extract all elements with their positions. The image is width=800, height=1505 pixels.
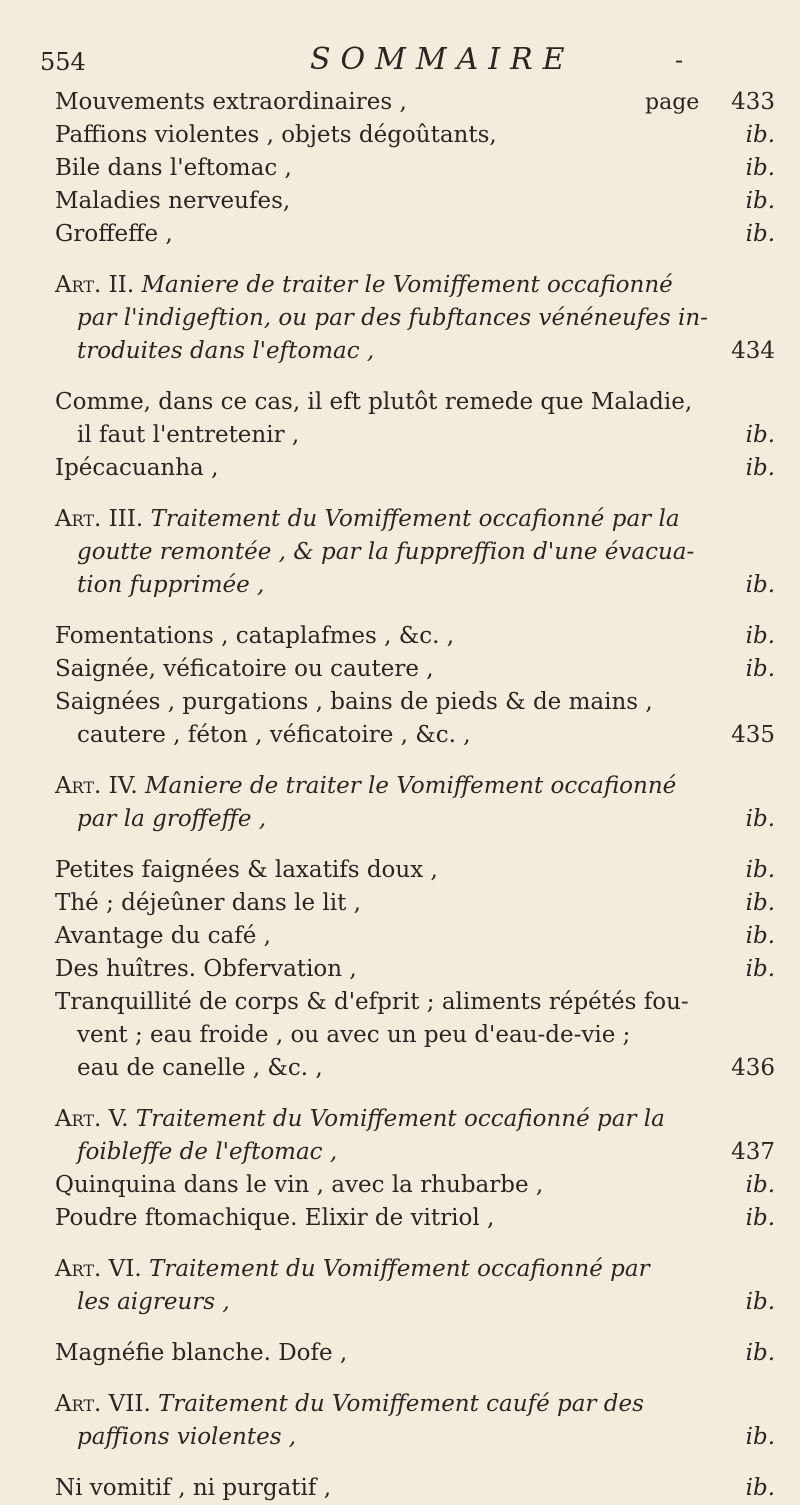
page-reference: ib.	[745, 923, 775, 949]
page-reference: ib.	[745, 656, 775, 682]
entry-text: Fomentations , cataplafmes , &c. ,	[55, 623, 455, 649]
page-reference: ib.	[745, 1340, 775, 1366]
page-number: 554	[40, 48, 86, 76]
article-number: Art. III.	[55, 506, 151, 532]
toc-entry	[55, 887, 775, 920]
entry-text: Groffeffe ,	[55, 221, 173, 247]
page-reference: ib.	[745, 623, 775, 649]
page-header	[40, 42, 740, 82]
page-reference: ib.	[745, 155, 775, 181]
toc-entry	[55, 719, 775, 752]
entry-text	[77, 1136, 337, 1169]
toc-entry	[55, 1202, 775, 1235]
entry-text	[77, 1421, 296, 1454]
entry-text: Magnéfie blanche. Dofe ,	[55, 1340, 348, 1366]
entry-text: Petites faignées & laxatifs doux ,	[55, 857, 438, 883]
entry-text: vent ; eau froide , ou avec un peu d'eau-de-vie ;	[77, 1022, 631, 1048]
toc-entry	[55, 1472, 775, 1505]
article-title: Traitement du Vomiffement occafionné par	[149, 1256, 650, 1282]
entry-text	[77, 536, 694, 569]
toc-entry	[55, 152, 775, 185]
entry-text	[55, 1103, 665, 1136]
entry-text: Quinquina dans le vin , avec la rhubarbe ,	[55, 1172, 544, 1198]
toc-entry	[55, 335, 775, 368]
toc-entry	[55, 1052, 775, 1085]
page-reference: ib.	[745, 890, 775, 916]
page-reference: ib.	[745, 455, 775, 481]
page-reference: 437	[731, 1139, 775, 1165]
entry-text: Ni vomitif , ni purgatif ,	[55, 1475, 332, 1501]
spacer	[55, 1235, 775, 1253]
toc-entry	[55, 569, 775, 602]
page-reference: ib.	[745, 956, 775, 982]
article-title-continued: goutte remontée , & par la fuppreffion d'une évacua-	[77, 539, 695, 565]
header-dash: -	[675, 46, 684, 74]
toc-entry	[55, 536, 775, 569]
entry-text	[77, 302, 708, 335]
entry-text: eau de canelle , &c. ,	[77, 1055, 323, 1081]
article-title: Traitement du Vomiffement caufé par des	[158, 1391, 644, 1417]
toc-entry	[55, 986, 775, 1019]
page-reference: ib.	[745, 806, 775, 832]
page-reference: ib.	[745, 221, 775, 247]
entry-text: Poudre ftomachique. Elixir de vitriol ,	[55, 1205, 495, 1231]
table-of-contents	[55, 86, 775, 1505]
page-reference: ib.	[745, 1424, 775, 1450]
toc-entry	[55, 854, 775, 887]
toc-entry	[55, 1421, 775, 1454]
spacer	[55, 1085, 775, 1103]
entry-text: Des huîtres. Obfervation ,	[55, 956, 357, 982]
page-reference: ib.	[745, 1205, 775, 1231]
article-title-continued: paffions violentes ,	[77, 1424, 297, 1450]
page-reference: ib.	[745, 188, 775, 214]
toc-entry	[55, 620, 775, 653]
entry-text	[55, 770, 676, 803]
article-title-continued: tion fupprimée ,	[77, 572, 265, 598]
entry-text: cautere , féton , véficatoire , &c. ,	[77, 722, 471, 748]
running-title: SOMMAIRE	[310, 42, 575, 77]
page-reference: ib.	[745, 572, 775, 598]
entry-text: il faut l'entretenir ,	[77, 422, 300, 448]
spacer	[55, 752, 775, 770]
toc-entry	[55, 686, 775, 719]
entry-text	[77, 1286, 230, 1319]
page-reference: 433	[731, 89, 775, 115]
spacer	[55, 836, 775, 854]
page-reference: ib.	[745, 122, 775, 148]
spacer	[55, 1319, 775, 1337]
entry-text: Mouvements extraordinaires ,	[55, 89, 407, 115]
article-title: Traitement du Vomiffement occafionné par la	[150, 506, 680, 532]
article-title-continued: troduites dans l'eftomac ,	[77, 338, 375, 364]
spacer	[55, 602, 775, 620]
toc-entry	[55, 119, 775, 152]
spacer	[55, 368, 775, 386]
entry-text: Maladies nerveufes,	[55, 188, 291, 214]
spacer	[55, 1370, 775, 1388]
toc-entry	[55, 185, 775, 218]
article-title-continued: les aigreurs ,	[77, 1289, 230, 1315]
article-heading	[55, 1103, 775, 1136]
entry-text: Bile dans l'eftomac ,	[55, 155, 292, 181]
article-title-continued: par la groffeffe ,	[77, 806, 267, 832]
entry-text: Avantage du café ,	[55, 923, 271, 949]
entry-text	[55, 269, 673, 302]
page-reference: 435	[731, 722, 775, 748]
article-number: Art. II.	[55, 272, 142, 298]
toc-entry	[55, 920, 775, 953]
entry-text: Comme, dans ce cas, il eft plutôt remede que Maladie,	[55, 389, 693, 415]
article-heading	[55, 770, 775, 803]
article-number: Art. IV.	[55, 773, 145, 799]
toc-entry	[55, 653, 775, 686]
article-number: Art. V.	[55, 1106, 136, 1132]
page-reference: ib.	[745, 1172, 775, 1198]
toc-entry	[55, 953, 775, 986]
toc-entry	[55, 1019, 775, 1052]
entry-text	[55, 1253, 650, 1286]
page-reference: ib.	[745, 1475, 775, 1501]
toc-entry	[55, 302, 775, 335]
article-number: Art. VI.	[55, 1256, 149, 1282]
spacer	[55, 251, 775, 269]
entry-text	[55, 503, 680, 536]
article-title: Maniere de traiter le Vomiffement occafionné	[141, 272, 673, 298]
entry-text: Thé ; déjeûner dans le lit ,	[55, 890, 361, 916]
page-reference: ib.	[745, 1289, 775, 1315]
article-heading	[55, 269, 775, 302]
toc-entry	[55, 1286, 775, 1319]
toc-entry	[55, 1136, 775, 1169]
toc-entry	[55, 452, 775, 485]
entry-text	[77, 569, 264, 602]
toc-entry	[55, 1337, 775, 1370]
spacer	[55, 485, 775, 503]
article-title-continued: par l'indigeftion, ou par des fubftances vénéneufes in-	[77, 305, 708, 331]
article-heading	[55, 503, 775, 536]
article-heading	[55, 1253, 775, 1286]
article-title: Traitement du Vomiffement occafionné par la	[135, 1106, 665, 1132]
page-reference: 436	[731, 1055, 775, 1081]
toc-entry	[55, 386, 775, 419]
page-label: page	[645, 90, 700, 115]
toc-entry	[55, 86, 775, 119]
toc-entry	[55, 803, 775, 836]
entry-text: Saignée, véficatoire ou cautere ,	[55, 656, 434, 682]
entry-text: Paffions violentes , objets dégoûtants,	[55, 122, 497, 148]
entry-text	[77, 335, 374, 368]
entry-text: Ipécacuanha ,	[55, 455, 219, 481]
spacer	[55, 1454, 775, 1472]
article-heading	[55, 1388, 775, 1421]
entry-text	[77, 803, 266, 836]
article-title: Maniere de traiter le Vomiffement occafionné	[144, 773, 677, 799]
entry-text: Tranquillité de corps & d'efprit ; aliments répétés fou-	[55, 989, 689, 1015]
entry-text: Saignées , purgations , bains de pieds & de mains ,	[55, 689, 653, 715]
toc-entry	[55, 419, 775, 452]
entry-text	[55, 1388, 644, 1421]
toc-entry	[55, 218, 775, 251]
page-reference: ib.	[745, 857, 775, 883]
page-reference: ib.	[745, 422, 775, 448]
toc-entry	[55, 1169, 775, 1202]
article-title-continued: foibleffe de l'eftomac ,	[77, 1139, 338, 1165]
page-reference: 434	[731, 338, 775, 364]
article-number: Art. VII.	[55, 1391, 159, 1417]
